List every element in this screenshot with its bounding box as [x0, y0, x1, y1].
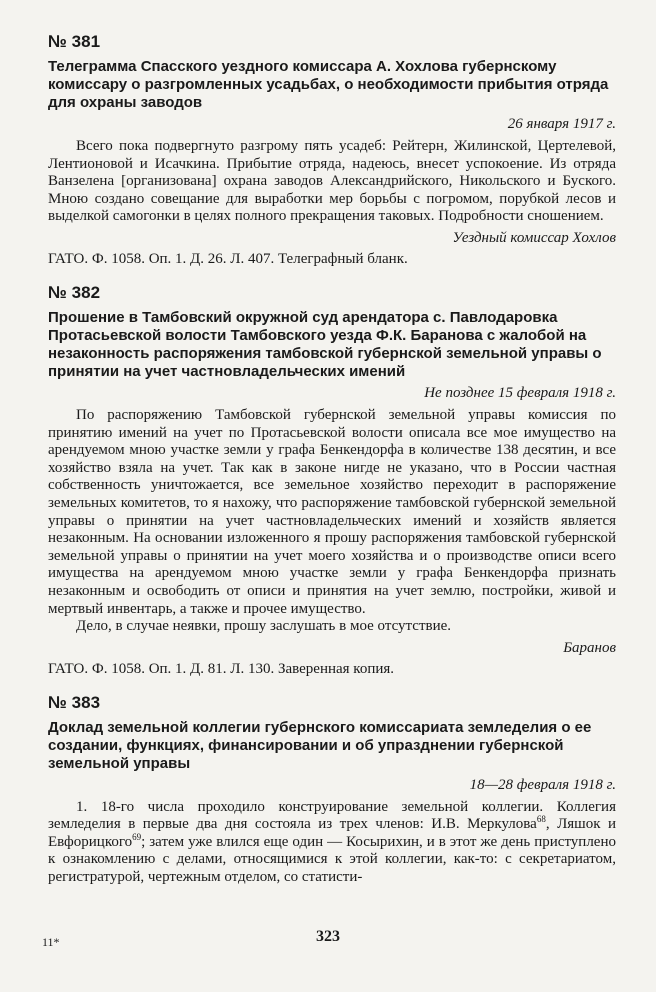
document-number: № 383 [48, 692, 101, 712]
document-title: Телеграмма Спасского уездного комиссара А. Хохлова губернскому комиссару о разгромленных усадьбах, о необходимости прибытия отряда для охраны заводов [48, 58, 609, 111]
page-content [48, 28, 616, 887]
archive-reference: ГАТО. Ф. 1058. Оп. 1. Д. 26. Л. 407. Телеграфный бланк. [48, 250, 408, 267]
document-382 [48, 283, 616, 679]
paragraph-text: ; затем уже влился еще один — Косырихин, и в этот же день приступлено к ознакомлению с делами, относящимися к этой коллегии, как-то: с секретариатом, регистратурой, чертежным отделом, со статисти- [48, 833, 616, 886]
archive-reference: ГАТО. Ф. 1058. Оп. 1. Д. 81. Л. 130. Заверенная копия. [48, 660, 395, 677]
document-paragraph: Дело, в случае неявки, прошу заслушать в мое отсутствие. [76, 618, 452, 635]
footnote-marker[interactable]: 69 [132, 831, 142, 842]
paragraph-text: , Ляшок и Евфорицкого [48, 816, 616, 850]
footnote-marker[interactable]: 68 [536, 814, 546, 825]
document-date: 26 января 1917 г. [507, 116, 616, 132]
page-number: 323 [316, 928, 340, 945]
document-381 [48, 32, 616, 269]
document-paragraph: По распоряжению Тамбовской губернской земельной управы комиссия по принятию имений на учет по Протасьевской волости описала все мое имущество на арендуемом мною участке земли у графа Бенкендорфа в количестве 138 десятин, и все хозяйство взяла на учет. Так как в законе нигде не указано, что в России частная собственность уничтожается, все земельное хозяйство переходит в распоряжение земельных комитетов, то я нахожу, что распоряжение тамбовской губернской земельной управы о принятии на учет частновладельческих имений и хозяйств является незаконным. На основании изложенного я прошу распоряжения тамбовской губернской земельной управы о принятии на учет моего хозяйства и о производстве описи всего имущества на арендуемом мною участке земли у графа Бенкендорфа признать незаконным и освободить от описи и принятия на учет землю, постройки, живой и мертвый инвентарь, а также и прочее имущество. [48, 406, 616, 617]
document-signature: Уездный комиссар Хохлов [452, 229, 616, 246]
document-paragraph: Всего пока подвергнуто разгрому пять усадеб: Рейтерн, Жилинской, Цертелевой, Лентионовой и Исачкина. Прибытие отряда, надеюсь, внесет успокоение. Из отряда Ванзелена [организована] охрана заводов Александрийского, Никольского и Буского. Мною создано совещание для выработки мер борьбы с погромом, порубкой лесов и выделкой самогонки в целях полного прекращения таковых. Подробности сношением. [48, 138, 616, 225]
document-paragraph [48, 799, 616, 887]
document-number: № 382 [48, 282, 101, 302]
document-signature: Баранов [563, 639, 616, 656]
document-383 [48, 693, 616, 887]
document-title: Прошение в Тамбовский окружной суд арендатора с. Павлодаровка Протасьевской волости Тамбовского уезда Ф.К. Баранова с жалобой на незаконность распоряжения тамбовской губернской земельной управы о принятии на учет частновладельческих имений [48, 308, 602, 380]
document-number: № 381 [48, 32, 101, 51]
document-title: Доклад земельной коллегии губернского комиссариата земледелия о ее создании, функциях, финансировании и об упразднении губернской земельной управы [48, 718, 592, 772]
document-date: 18—28 февраля 1918 г. [469, 776, 616, 793]
document-date: Не позднее 15 февраля 1918 г. [424, 384, 616, 401]
signature-mark: 11* [42, 935, 60, 949]
paragraph-text: 1. 18-го числа проходило конструирование земельной коллегии. Коллегия земледелия в первые два дня состояла из трех членов: И.В. Меркулова [48, 798, 616, 833]
